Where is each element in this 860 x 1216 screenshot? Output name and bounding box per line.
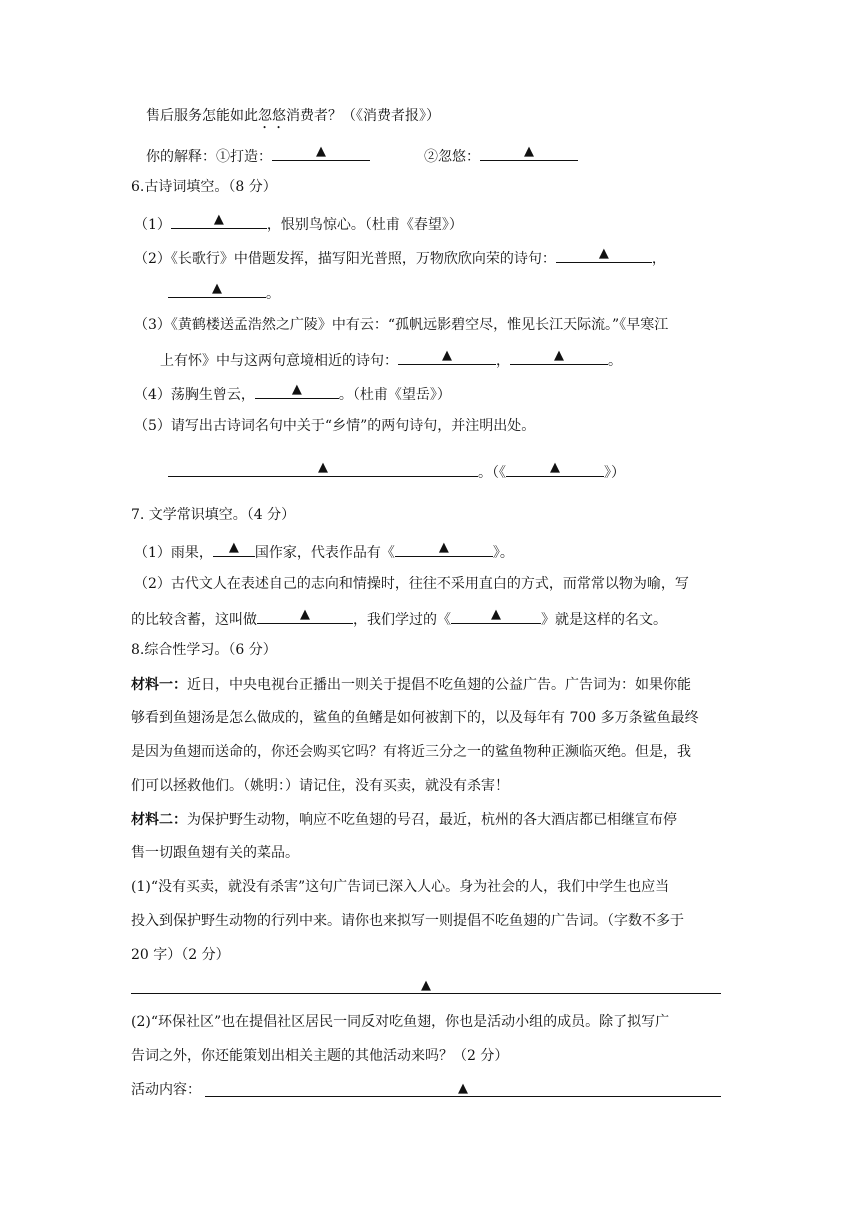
- answer-blank[interactable]: [257, 607, 353, 624]
- q6-item-4-text: （4）荡胸生曾云，: [134, 387, 255, 403]
- material-1-label: 材料一：: [131, 677, 187, 693]
- triangle-marker-icon: ▲: [316, 144, 326, 159]
- punctuation: 》。: [492, 545, 514, 561]
- q7-item-1: [134, 540, 514, 563]
- punctuation: ，: [496, 353, 510, 369]
- q6-item-3: （3）《黄鹤楼送孟浩然之广陵》中有云：“孤帆远影碧空尽，惟见长江天际流。”《早寒江: [134, 317, 669, 333]
- answer-blank[interactable]: [398, 348, 496, 365]
- q5-explain-label: 你的解释：①打造：: [146, 149, 272, 165]
- triangle-marker-icon: ▲: [598, 246, 609, 261]
- answer-blank[interactable]: [168, 460, 478, 477]
- q8-material-1-line4: 们可以拯救他们。（姚明：）请记住，没有买卖，就没有杀害！: [131, 778, 509, 794]
- punctuation: 。: [608, 353, 622, 369]
- answer-blank[interactable]: [171, 212, 267, 229]
- q6-item-5: （5）请写出古诗词名句中关于“乡情”的两句诗句，并注明出处。: [134, 418, 536, 434]
- answer-line[interactable]: [131, 978, 721, 994]
- q6-item-3-cont: [160, 348, 622, 371]
- q6-item-2-text: （2）《长歌行》中借题发挥，描写阳光普照，万物欣欣向荣的诗句：: [134, 251, 556, 267]
- answer-blank[interactable]: [480, 144, 578, 161]
- q7-item-1-b: 国作家，代表作品有《: [254, 545, 395, 561]
- q8-material-1: [131, 675, 691, 695]
- triangle-marker-icon: ▲: [458, 1081, 468, 1096]
- triangle-marker-icon: ▲: [300, 607, 310, 622]
- triangle-marker-icon: ▲: [212, 281, 222, 296]
- triangle-marker-icon: ▲: [291, 382, 302, 397]
- punctuation: 》）: [604, 465, 625, 481]
- q6-title: 6.古诗词填空。（8 分）: [131, 179, 277, 195]
- answer-blank[interactable]: [556, 246, 652, 263]
- q8-title: 8.综合性学习。（6 分）: [131, 642, 277, 658]
- punctuation: ，: [651, 251, 666, 267]
- q7-item-2-b: ，我们学过的《: [353, 612, 451, 628]
- item-number: （1）: [134, 217, 171, 233]
- answer-blank[interactable]: [395, 540, 493, 557]
- q8-part-1-line2: 投入到保护野生动物的行列中来。请你也来拟写一则提倡不吃鱼翅的广告词。（字数不多于: [131, 913, 684, 929]
- answer-blank[interactable]: [168, 281, 266, 298]
- q6-item-4-after: 。（杜甫《望岳》）: [338, 387, 451, 403]
- q5-sentence-b: 消费者？（《消费者报》）: [286, 108, 440, 124]
- material-1-text: 近日，中央电视台正播出一则关于提倡不吃鱼翅的公益广告。广告词为：如果你能: [187, 677, 691, 693]
- q6-item-4: [134, 382, 451, 405]
- q8-part-2: (2)“环保社区”也在提倡社区居民一同反对吃鱼翅，你也是活动小组的成员。除了拟写广: [131, 1014, 670, 1030]
- triangle-marker-icon: ▲: [228, 540, 239, 555]
- q8-part-1: (1)“没有买卖，就没有杀害”这句广告词已深入人心。身为社会的人，我们中学生也应当: [131, 879, 670, 895]
- answer-blank[interactable]: [451, 607, 541, 624]
- q8-material-2-line2: 售一切跟鱼翅有关的菜品。: [131, 845, 299, 861]
- q5-sentence: [146, 106, 440, 132]
- q5-sentence-a: 售后服务怎能如此: [146, 108, 258, 124]
- triangle-marker-icon: ▲: [438, 540, 449, 555]
- punctuation: 。（《: [478, 465, 506, 481]
- q6-item-2-cont: [168, 281, 280, 304]
- q8-material-1-line2: 够看到鱼翅汤是怎么做成的，鲨鱼的鱼鳍是如何被割下的，以及每年有 700 多万条鲨鱼最终: [131, 710, 699, 726]
- punctuation: 。: [266, 286, 280, 302]
- triangle-marker-icon: ▲: [318, 460, 328, 475]
- q6-item-5-answer: [168, 460, 625, 483]
- q5-explanation: [146, 144, 578, 167]
- material-2-label: 材料二：: [131, 812, 187, 828]
- answer-line[interactable]: [205, 1081, 721, 1097]
- triangle-marker-icon: ▲: [554, 348, 564, 363]
- q7-item-2-c: 》就是这样的名文。: [541, 612, 667, 628]
- q7-item-1-a: （1）雨果，: [134, 545, 213, 561]
- q7-item-2-a: 的比较含蓄，这叫做: [131, 612, 257, 628]
- triangle-marker-icon: ▲: [491, 607, 501, 622]
- material-2-text: 为保护野生动物，响应不吃鱼翅的号召，最近，杭州的各大酒店都已相继宣布停: [187, 812, 677, 828]
- q5-explain-2: ②忽悠：: [424, 149, 480, 165]
- q8-activity-label: 活动内容：: [131, 1082, 201, 1098]
- q7-title: 7. 文学常识填空。（4 分）: [131, 507, 296, 523]
- q6-item-3-text: 上有怀》中与这两句意境相近的诗句：: [160, 353, 398, 369]
- answer-blank[interactable]: [213, 540, 255, 557]
- q6-item-1: [134, 212, 463, 235]
- triangle-marker-icon: ▲: [213, 212, 224, 227]
- q8-part-1-line3: 20 字）（2 分）: [131, 947, 230, 963]
- q8-material-1-line3: 是因为鱼翅而送命的，你还会购买它吗？有将近三分之一的鲨鱼物种正濒临灭绝。但是，我: [131, 744, 691, 760]
- triangle-marker-icon: ▲: [550, 460, 560, 475]
- q8-material-2: [131, 810, 677, 830]
- answer-blank[interactable]: [255, 382, 339, 399]
- q7-item-2: （2）古代文人在表述自己的志向和情操时，往往不采用直白的方式，而常常以物为喻，写: [134, 576, 689, 592]
- q7-item-2-cont: [131, 607, 667, 630]
- triangle-marker-icon: ▲: [524, 144, 534, 159]
- answer-blank[interactable]: [272, 144, 370, 161]
- answer-blank[interactable]: [506, 460, 604, 477]
- q6-item-2: [134, 246, 666, 269]
- q8-part-2-line2: 告词之外，你还能策划出相关主题的其他活动来吗？（2 分）: [131, 1048, 509, 1064]
- triangle-marker-icon: ▲: [421, 978, 431, 993]
- answer-blank[interactable]: [510, 348, 608, 365]
- q5-emphasized-word: 忽悠: [258, 108, 286, 124]
- q6-item-1-text: ，恨别鸟惊心。（杜甫《春望》）: [266, 217, 463, 233]
- triangle-marker-icon: ▲: [442, 348, 452, 363]
